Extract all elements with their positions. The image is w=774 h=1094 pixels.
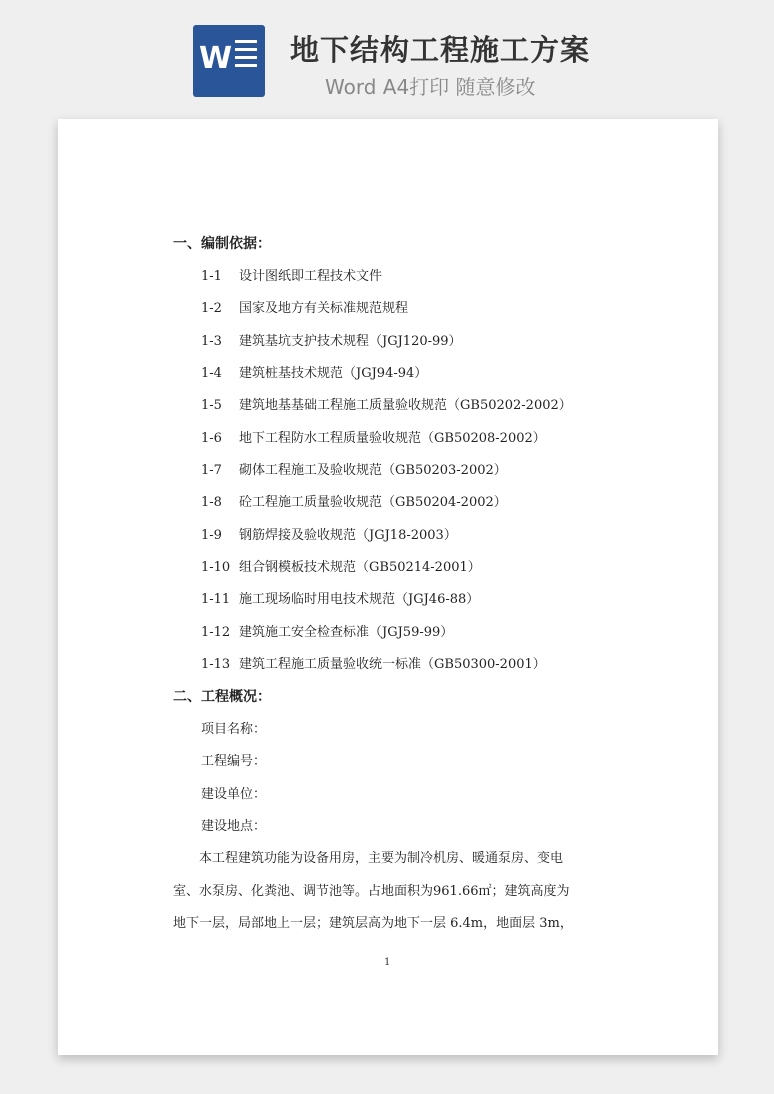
page-number: 1: [384, 957, 391, 968]
item-text: 建筑工程施工质量验收统一标准（GB50300-2001）: [239, 657, 546, 672]
list-item: [201, 362, 427, 381]
owner-field: 建设单位：: [201, 787, 267, 802]
section-heading-basis: 一、编制依据：: [173, 236, 271, 252]
word-icon: [193, 25, 265, 97]
item-number: 1-2: [201, 301, 222, 316]
list-item: [201, 297, 408, 316]
item-number: 1-12: [201, 625, 231, 640]
item-text: 地下工程防水工程质量验收规范（GB50208-2002）: [239, 431, 546, 446]
list-item: [201, 459, 507, 478]
item-text: 砌体工程施工及验收规范（GB50203-2002）: [239, 463, 507, 478]
list-item: [201, 491, 507, 510]
list-item: [201, 265, 382, 284]
list-item: [201, 653, 546, 672]
location-field: 建设地点：: [201, 819, 267, 834]
item-number: 1-10: [201, 560, 231, 575]
item-text: 钢筋焊接及验收规范（JGJ18-2003）: [239, 528, 457, 543]
item-text: 建筑桩基技术规范（JGJ94-94）: [239, 366, 428, 381]
overview-paragraph-line: 地下一层，局部地上一层；建筑层高为地下一层 6.4m，地面层 3m，: [173, 916, 573, 931]
item-text: 建筑施工安全检查标准（JGJ59-99）: [239, 625, 454, 640]
item-number: 1-5: [201, 398, 222, 413]
item-number: 1-1: [201, 269, 222, 284]
item-text: 设计图纸即工程技术文件: [239, 269, 383, 284]
item-number: 1-11: [201, 592, 231, 607]
document-lines-icon: [235, 40, 257, 72]
list-item: [201, 330, 462, 349]
item-text: 建筑基坑支护技术规程（JGJ120-99）: [239, 334, 462, 349]
item-number: 1-3: [201, 334, 222, 349]
overview-paragraph-line: 室、水泵房、化粪池、调节池等。占地面积为961.66㎡；建筑高度为: [173, 884, 570, 899]
item-number: 1-13: [201, 657, 231, 672]
document-title: 地下结构工程施工方案: [290, 33, 591, 67]
list-item: [201, 394, 572, 413]
item-text: 建筑地基基础工程施工质量验收规范（GB50202-2002）: [239, 398, 572, 413]
item-text: 国家及地方有关标准规范规程: [239, 301, 409, 316]
document-subtitle: Word A4打印 随意修改: [325, 75, 536, 99]
item-number: 1-7: [201, 463, 222, 478]
item-text: 组合钢模板技术规范（GB50214-2001）: [239, 560, 481, 575]
item-number: 1-9: [201, 528, 222, 543]
header-banner: [0, 0, 774, 118]
document-page: [58, 119, 718, 1055]
list-item: [201, 621, 453, 640]
item-number: 1-8: [201, 495, 222, 510]
item-number: 1-6: [201, 431, 222, 446]
word-logo-letter: W: [199, 41, 233, 76]
list-item: [201, 524, 457, 543]
item-text: 砼工程施工质量验收规范（GB50204-2002）: [239, 495, 507, 510]
project-name-field: 项目名称：: [201, 722, 267, 737]
item-number: 1-4: [201, 366, 222, 381]
list-item: [201, 427, 546, 446]
project-number-field: 工程编号：: [201, 754, 267, 769]
list-item: [201, 588, 479, 607]
overview-paragraph-line: 本工程建筑功能为设备用房，主要为制冷机房、暖通泵房、变电: [173, 851, 564, 866]
list-item: [201, 556, 481, 575]
section-heading-overview: 二、工程概况：: [173, 689, 271, 705]
item-text: 施工现场临时用电技术规范（JGJ46-88）: [239, 592, 480, 607]
